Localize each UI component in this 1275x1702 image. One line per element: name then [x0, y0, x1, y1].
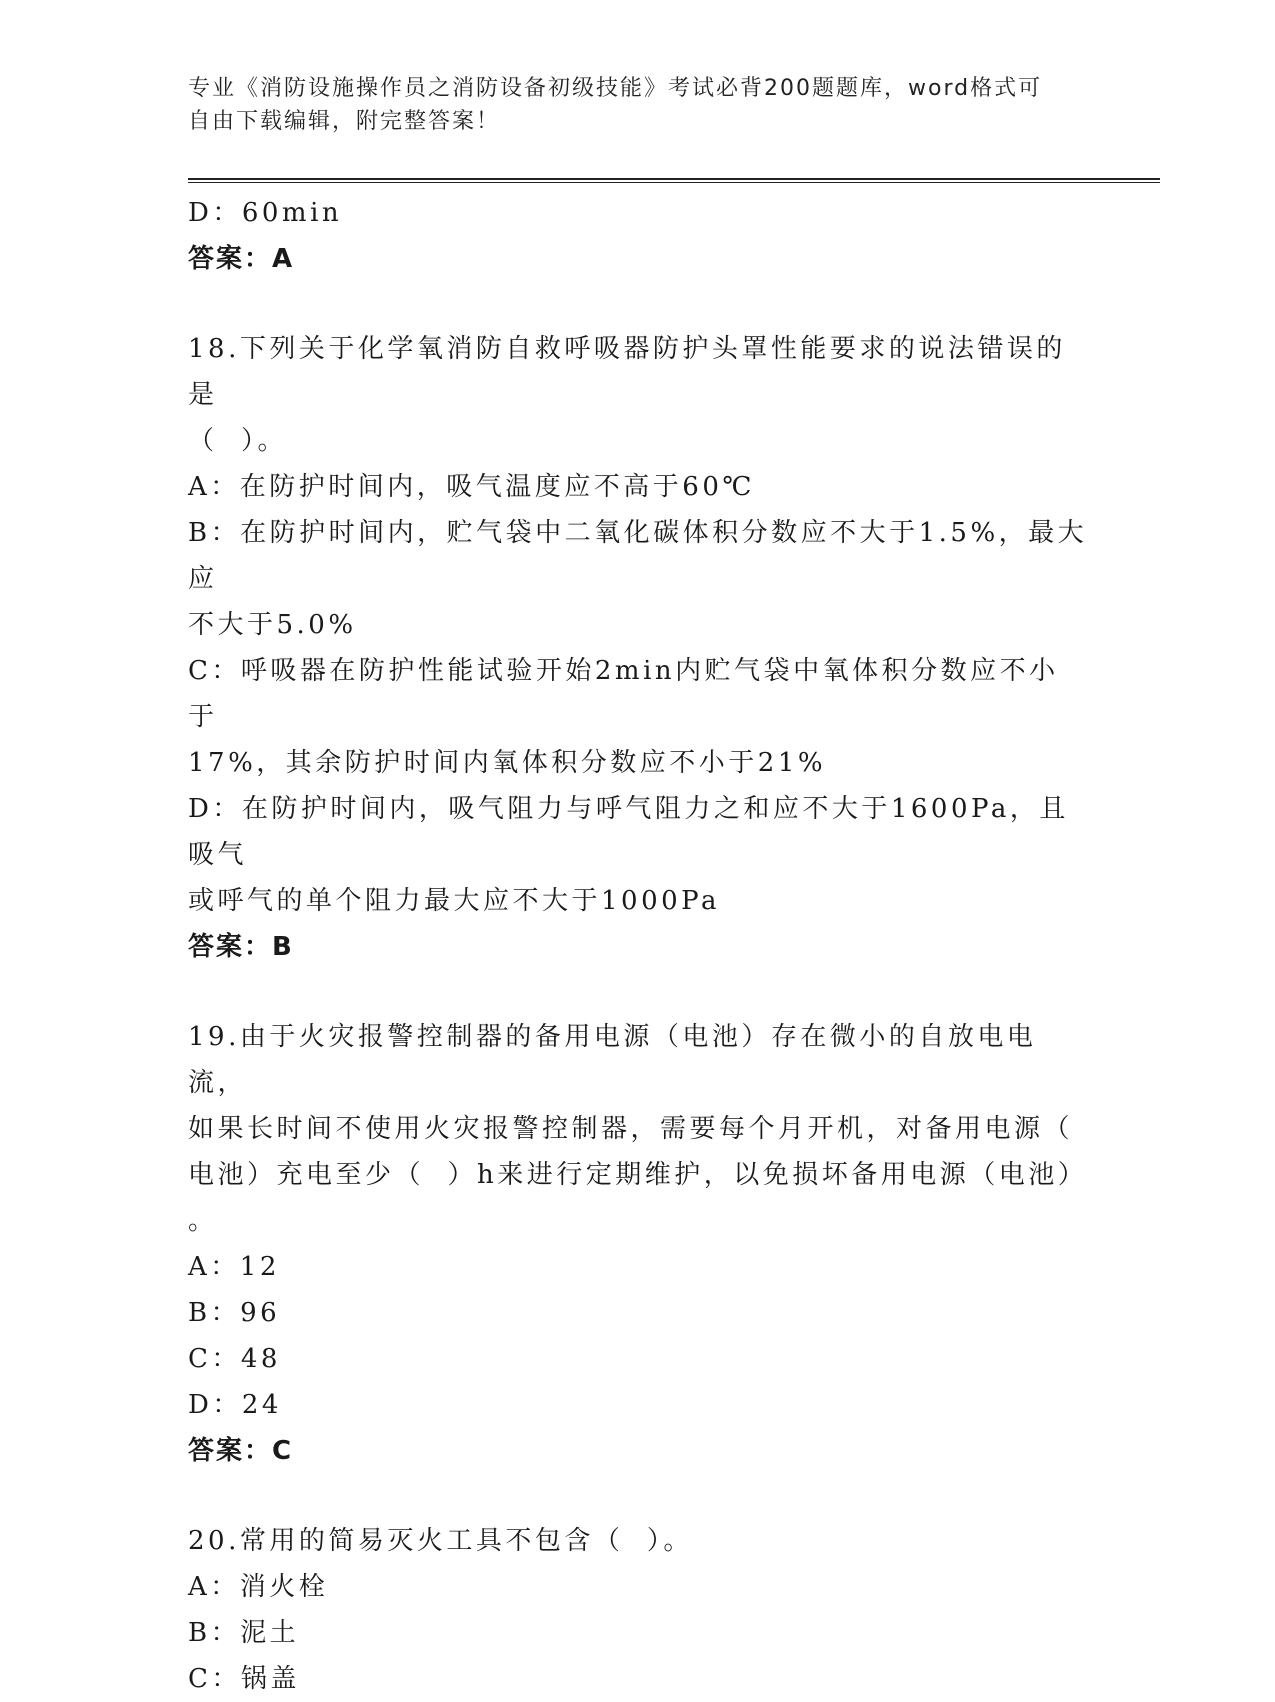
- q18-option-c-line-2: 17%，其余防护时间内氧体积分数应不小于21%: [188, 748, 827, 778]
- question-17-tail: [188, 190, 1088, 282]
- q18-option-d-line-2: 或呼气的单个阻力最大应不大于1000Pa: [188, 886, 720, 916]
- header-line-2: 自由下载编辑，附完整答案！: [188, 109, 501, 134]
- q20-option-b: B：泥土: [188, 1618, 300, 1648]
- q20-option-c: C：锅盖: [188, 1664, 300, 1694]
- q20-option-a: A：消火栓: [188, 1572, 329, 1602]
- q20-stem: 20.常用的简易灭火工具不包含（ ）。: [188, 1526, 693, 1556]
- q17-answer: 答案：A: [188, 244, 295, 274]
- header-line-1: 专业《消防设施操作员之消防设备初级技能》考试必背200题题库，word格式可: [188, 76, 1043, 101]
- q18-option-b-line-1: B：在防护时间内，贮气袋中二氧化碳体积分数应不大于1.5%，最大应: [188, 518, 1088, 594]
- q19-stem-line-4: 。: [188, 1206, 218, 1236]
- q18-stem-line-1: 18.下列关于化学氧消防自救呼吸器防护头罩性能要求的说法错误的是: [188, 334, 1066, 410]
- q19-stem-line-2: 如果长时间不使用火灾报警控制器，需要每个月开机，对备用电源（: [188, 1114, 1074, 1144]
- header-divider: [188, 178, 1160, 183]
- q19-option-c: C：48: [188, 1344, 281, 1374]
- q17-option-d: D：60min: [188, 198, 343, 228]
- document-header: [188, 72, 1088, 138]
- q18-stem-line-2: （ ）。: [188, 426, 288, 456]
- q19-option-a: A：12: [188, 1252, 280, 1282]
- q19-stem-line-1: 19.由于火灾报警控制器的备用电源（电池）存在微小的自放电电流，: [188, 1022, 1037, 1098]
- spacer: [188, 970, 1088, 1014]
- q18-option-b-line-2: 不大于5.0%: [188, 610, 357, 640]
- q18-option-a: A：在防护时间内，吸气温度应不高于60℃: [188, 472, 755, 502]
- q19-option-d: D：24: [188, 1390, 282, 1420]
- spacer: [188, 1474, 1088, 1518]
- q19-answer: 答案：C: [188, 1436, 294, 1466]
- question-20: [188, 1518, 1088, 1702]
- q19-stem-line-3: 电池）充电至少（ ）h来进行定期维护，以免损坏备用电源（电池）: [188, 1160, 1088, 1190]
- q18-option-d-line-1: D：在防护时间内，吸气阻力与呼气阻力之和应不大于1600Pa，且吸气: [188, 794, 1069, 870]
- q18-answer: 答案：B: [188, 932, 294, 962]
- document-body: [188, 190, 1088, 1702]
- q18-option-c-line-1: C：呼吸器在防护性能试验开始2min内贮气袋中氧体积分数应不小于: [188, 656, 1059, 732]
- question-19: [188, 1014, 1088, 1474]
- spacer: [188, 282, 1088, 326]
- q19-option-b: B：96: [188, 1298, 281, 1328]
- question-18: [188, 326, 1088, 970]
